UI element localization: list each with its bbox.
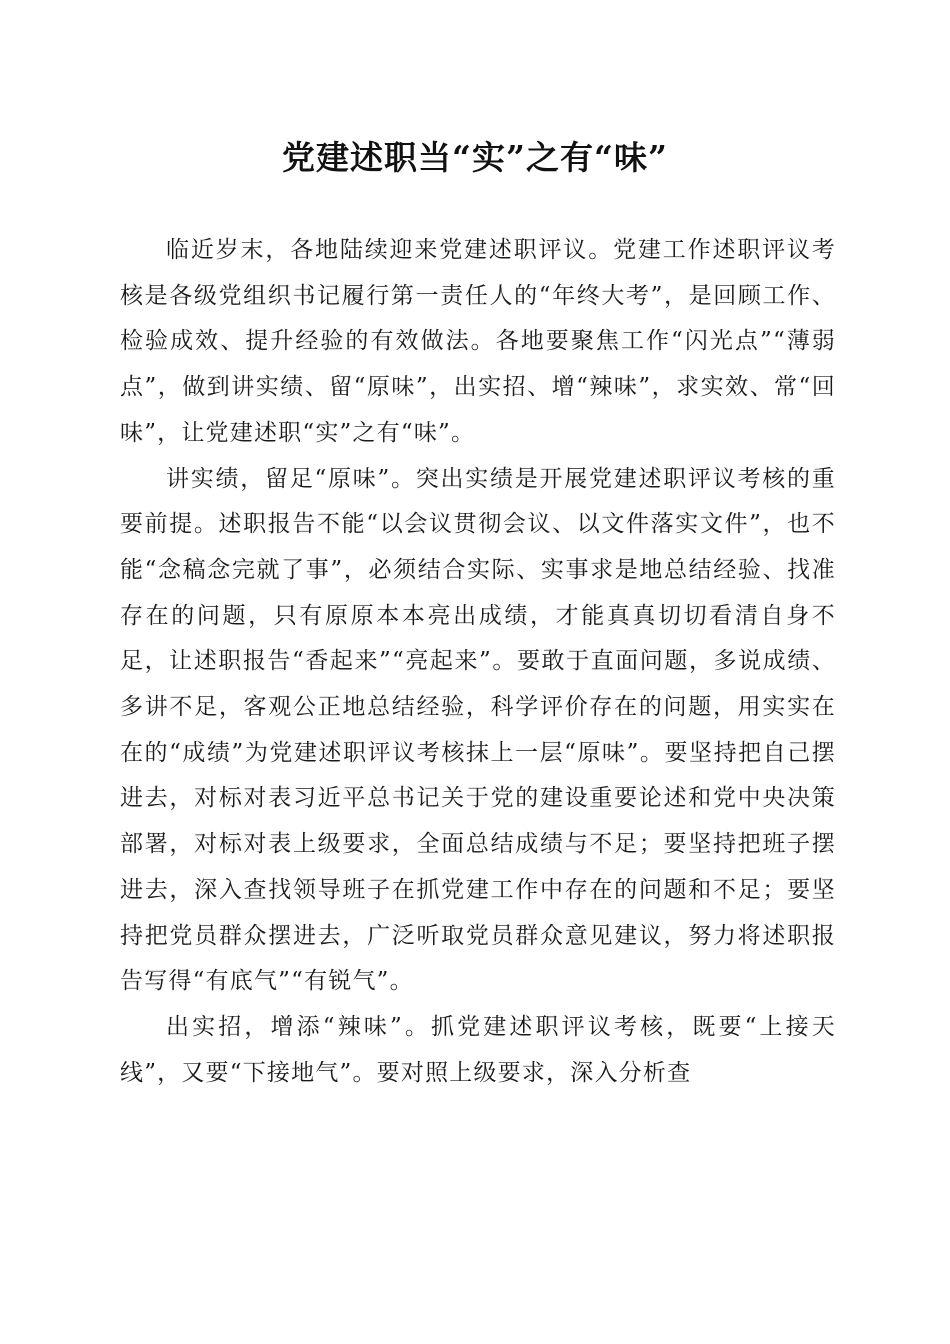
paragraph-intro: 临近岁末，各地陆续迎来党建述职评议。党建工作述职评议考核是各级党组织书记履行第一责任人的“年终大考”，是回顾工作、检验成效、提升经验的有效做法。各地要聚焦工作“闪光点”“薄弱点”，做到讲实绩、留“原味”，出实招、增“辣味”，求实效、常“回味”，让党建述职“实”之有“味”。 xyxy=(120,237,836,446)
paragraph-achievements: 讲实绩，留足“原味”。突出实绩是开展党建述职评议考核的重要前提。述职报告不能“以会议贯彻会议、以文件落实文件”，也不能“念稿念完就了事”，必须结合实际、实事求是地总结经验、找准存在的问题，只有原原本本亮出成绩，才能真真切切看清自身不足，让述职报告“香起来”“亮起来”。要敢于直面问题，多说成绩、多讲不足，客观公正地总结经验，科学评价存在的问题，用实实在在的“成绩”为党建述职评议考核抹上一层“原味”。要坚持把自己摆进去，对标对表习近平总书记关于党的建设重要论述和党中央决策部署，对标对表上级要求，全面总结成绩与不足；要坚持把班子摆进去，深入查找领导班子在抓党建工作中存在的问题和不足；要坚持把党员群众摆进去，广泛听取党员群众意见建议，努力将述职报告写得“有底气”“有锐气”。 xyxy=(120,465,836,995)
document-body xyxy=(120,228,836,1096)
document-title: 党建述职当“实”之有“味” xyxy=(282,138,668,177)
paragraph-measures: 出实招，增添“辣味”。抓党建述职评议考核，既要“上接天线”，又要“下接地气”。要对照上级要求，深入分析查 xyxy=(120,1013,836,1086)
